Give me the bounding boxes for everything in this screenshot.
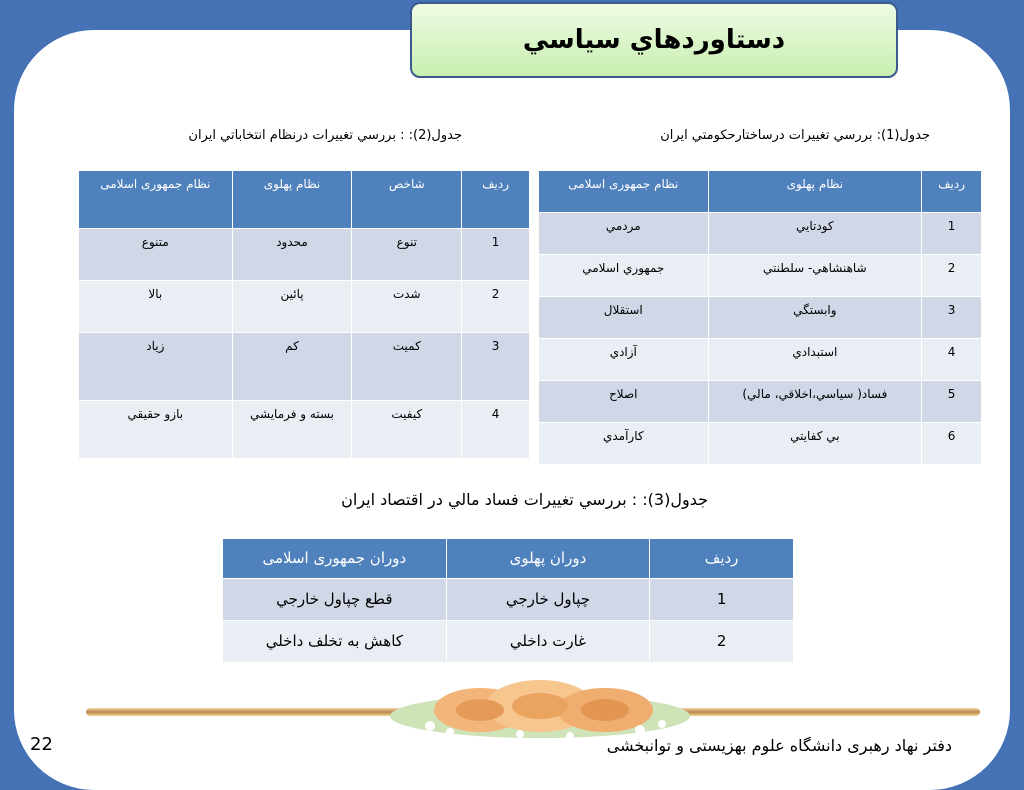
table-row [223,621,794,663]
table2-header-islamic-republic: نظام جمهوری اسلامی [79,171,233,229]
table2-header-row-number: رديف [462,171,530,229]
table-cell: محدود [232,229,352,281]
table-cell: 1 [462,229,530,281]
table-cell: كميت [352,333,462,401]
table-row [79,281,530,333]
table3 [222,538,794,663]
table-cell: 5 [922,381,982,423]
table-row [539,381,982,423]
table-row [539,339,982,381]
table-cell: تنوع [352,229,462,281]
table-cell: بازو حقيقي [79,401,233,459]
table1-header-row-number: رديف [922,171,982,213]
table-cell: كارآمدي [539,423,709,465]
footer-text: دفتر نهاد رهبری دانشگاه علوم بهزیستی و توانبخشی [606,736,952,755]
table1 [538,170,982,465]
table-cell: بسته و فرمايشي [232,401,352,459]
table-row [79,229,530,281]
table-cell: غارت داخلي [446,621,650,663]
table-cell: 4 [922,339,982,381]
table-row [223,579,794,621]
table-row [79,333,530,401]
table-cell: 2 [650,621,794,663]
table2-header-indicator: شاخص [352,171,462,229]
table1-caption: جدول(1): بررسي تغييرات درساختارحكومتي ايران [660,128,930,143]
table3-caption: جدول(3): : بررسي تغييرات فساد مالي در اقتصاد ايران [341,490,708,509]
table-cell: شاهنشاهي- سلطنتي [708,255,922,297]
table-cell: اصلاح [539,381,709,423]
table-cell: بي كفايتي [708,423,922,465]
table1-header-islamic-republic: نظام جمهوری اسلامی [539,171,709,213]
table-row [539,423,982,465]
table2 [78,170,530,459]
slide-title: دستاوردهاي سياسي [410,2,898,78]
flower-bouquet-icon [370,676,710,744]
table-row [539,255,982,297]
table3-header-row-number: رديف [650,539,794,579]
page-number: 22 [30,734,53,755]
table-cell: متنوع [79,229,233,281]
table-cell: زياد [79,333,233,401]
table-cell: چپاول خارجي [446,579,650,621]
table-cell: جمهوري اسلامي [539,255,709,297]
table-cell: فساد( سياسي،اخلاقي، مالي) [708,381,922,423]
table-cell: كيفيت [352,401,462,459]
table-cell: آزادي [539,339,709,381]
table-cell: كودتايي [708,213,922,255]
table1-header-pahlavi: نظام پهلوی [708,171,922,213]
table-cell: 1 [922,213,982,255]
table-cell: كاهش به تخلف داخلي [223,621,447,663]
table2-header-pahlavi: نظام پهلوی [232,171,352,229]
table2-caption: جدول(2): : بررسي تغييرات درنظام انتخاباتي ايران [188,128,462,143]
table-cell: 3 [922,297,982,339]
table-cell: بالا [79,281,233,333]
table-cell: 6 [922,423,982,465]
table-cell: 4 [462,401,530,459]
table-cell: مردمي [539,213,709,255]
table-cell: 2 [922,255,982,297]
table-cell: كم [232,333,352,401]
table-cell: 2 [462,281,530,333]
table-cell: پائين [232,281,352,333]
table-cell: 1 [650,579,794,621]
table-cell: استقلال [539,297,709,339]
table-cell: قطع چپاول خارجي [223,579,447,621]
table-row [79,401,530,459]
table-cell: 3 [462,333,530,401]
table-cell: شدت [352,281,462,333]
table-cell: استبدادي [708,339,922,381]
table3-header-pahlavi-era: دوران پهلوی [446,539,650,579]
table-row [539,213,982,255]
table3-header-islamic-republic-era: دوران جمهوری اسلامی [223,539,447,579]
table-row [539,297,982,339]
table-cell: وابستگي [708,297,922,339]
